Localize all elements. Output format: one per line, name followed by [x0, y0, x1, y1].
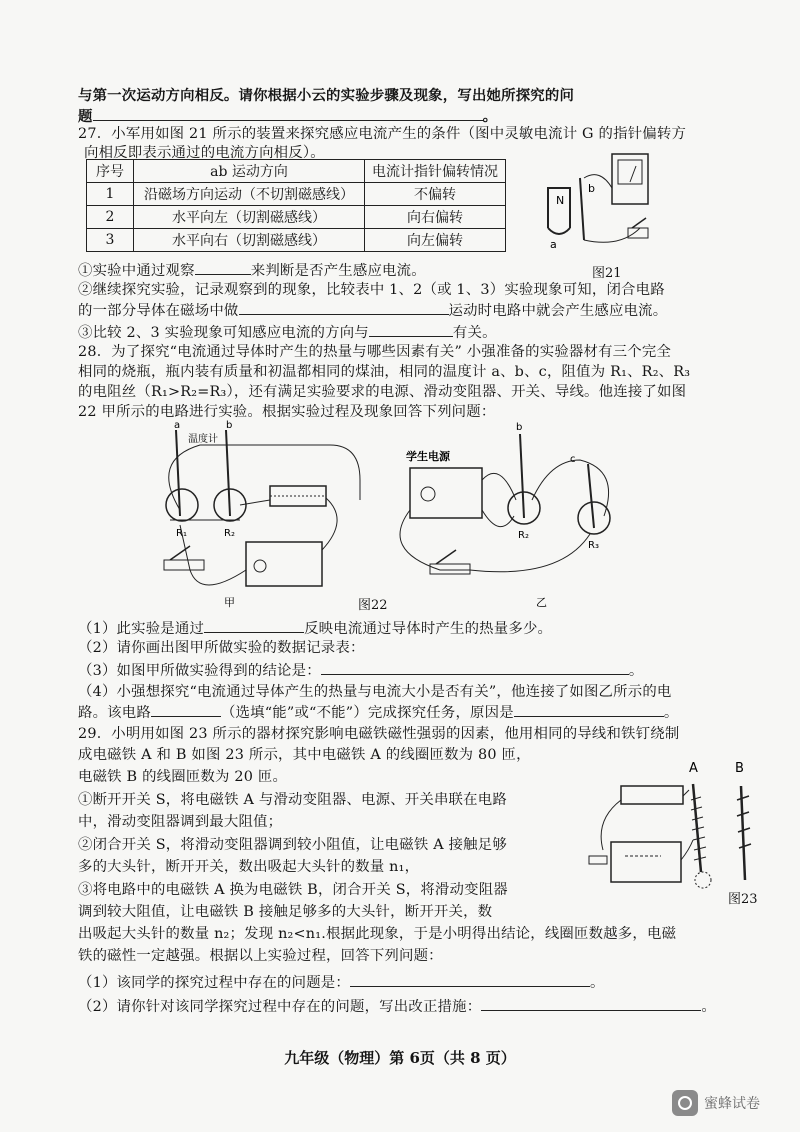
table-cell: 1: [87, 183, 134, 206]
question-29-step-1: ①断开开关 S，将电磁铁 A 与滑动变阻器、电源、开关串联在电路: [78, 792, 507, 808]
question-29-part-1: （1）该同学的探究过程中存在的问题是： 。: [78, 972, 605, 993]
fig22-label-power: 学生电源: [406, 450, 450, 463]
figure-21-induction-apparatus: [540, 148, 660, 258]
question-27: 27．小军用如图 21 所示的装置来探究感应电流产生的条件（图中灵敏电流计 G 的指针偏转方: [78, 126, 687, 142]
text-line: 调到较大阻值，让电磁铁 B 接触足够多的大头针，断开开关，数: [78, 904, 493, 920]
fig23-label-b: B: [735, 761, 744, 776]
fig22-label-thermometer: 温度计: [188, 434, 218, 445]
fig22-label-r1: R₁: [176, 528, 187, 539]
table-cell: 沿磁场方向运动（不切割磁感线）: [134, 183, 365, 206]
table-header: 序号: [87, 160, 134, 183]
table-cell: 2: [87, 206, 134, 229]
answer-blank[interactable]: [93, 106, 483, 121]
text-line: 相同的烧瓶，瓶内装有质量和初温都相同的煤油，相同的温度计 a、b、c，阻值为 R₁、R₂、R₃: [78, 364, 691, 380]
table-cell: 3: [87, 229, 134, 252]
question-27-part-2: ②继续探究实验，记录观察到的现象，比较表中 1、2（或 1、3）实验现象可知，闭合电路: [78, 282, 665, 298]
answer-blank[interactable]: [151, 702, 221, 717]
question-28: 28．为了探究“电流通过导体时产生的热量与哪些因素有关” 小强准备的实验器材有三个完全: [78, 344, 672, 360]
table-cell: 不偏转: [365, 183, 506, 206]
fig21-label-b: b: [588, 182, 595, 195]
text-line: 题 。: [78, 108, 498, 125]
text-line: 出吸起大头针的数量 n₂；发现 n₂<n₁.根据此现象，于是小明得出结论，线圈匝数越多，电磁: [78, 926, 677, 942]
fig21-label-n: N: [556, 194, 565, 207]
answer-blank[interactable]: [195, 260, 251, 275]
fig22-label-r2b: R₂: [518, 530, 529, 541]
fig22-label-b: b: [226, 420, 233, 431]
table-cell: 向左偏转: [365, 229, 506, 252]
table-header: ab 运动方向: [134, 160, 365, 183]
answer-blank[interactable]: [239, 300, 449, 315]
answer-blank[interactable]: [204, 618, 304, 633]
text-line: 电磁铁 B 的线圈匝数为 20 匝。: [78, 769, 288, 785]
fig22-label-c: c: [570, 454, 576, 465]
answer-blank[interactable]: [369, 322, 453, 337]
fig22-label-yi: 乙: [536, 596, 547, 609]
fig22-label-jia: 甲: [224, 596, 235, 609]
text-line: 中，滑动变阻器调到最大阻值；: [78, 814, 283, 830]
question-28-part-4: （4）小强想探究“电流通过导体产生的热量与电流大小是否有关”，他连接了如图乙所示的电: [78, 684, 672, 700]
question-28-part-3: （3）如图甲所做实验得到的结论是： 。: [78, 660, 643, 681]
fig22-label-a: a: [174, 420, 181, 431]
question-29: 29．小明用如图 23 所示的器材探究影响电磁铁磁性强弱的因素，他用相同的导线和铁钉绕制: [78, 726, 680, 742]
fig22-label-r3: R₃: [588, 540, 599, 551]
experiment-table: [86, 159, 506, 252]
figure-22-caption: 图22: [358, 598, 388, 613]
fig23-label-a: A: [689, 761, 698, 776]
table-cell: 向右偏转: [365, 206, 506, 229]
text-line: 多的大头针，断开开关，数出吸起大头针的数量 n₁，: [78, 859, 420, 875]
question-29-part-2: （2）请你针对该同学探究过程中存在的问题，写出改正措施： 。: [78, 996, 716, 1017]
question-28-part-2: （2）请你画出图甲所做实验的数据记录表：: [78, 640, 365, 656]
question-27-part-1: ①实验中通过观察 来判断是否产生感应电流。: [78, 260, 426, 281]
table-row: [87, 183, 506, 206]
question-27-part-3: ③比较 2、3 实验现象可知感应电流的方向与 有关。: [78, 322, 497, 343]
watermark: [672, 1090, 760, 1116]
table-cell: 水平向右（切割磁感线）: [134, 229, 365, 252]
text-line: 成电磁铁 A 和 B 如图 23 所示，其中电磁铁 A 的线圈匝数为 80 匝，: [78, 747, 531, 763]
fig21-label-a: a: [550, 238, 557, 251]
table-header-row: [87, 160, 506, 183]
text-line: 的一部分导体在磁场中做 运动时电路中就会产生感应电流。: [78, 300, 667, 321]
fig22-label-b2: b: [516, 422, 523, 433]
question-29-step-2: ②闭合开关 S，将滑动变阻器调到较小阻值，让电磁铁 A 接触足够: [78, 837, 507, 853]
watermark-text: 蜜蜂试卷: [704, 1096, 760, 1112]
answer-blank[interactable]: [321, 660, 629, 675]
text-line: 向相反即表示通过的电流方向相反）。: [84, 145, 325, 161]
page-footer: 九年级（物理）第 6页（共 8 页）: [284, 1049, 516, 1067]
question-29-step-3: ③将电路中的电磁铁 A 换为电磁铁 B，闭合开关 S，将滑动变阻器: [78, 882, 508, 898]
figure-21-caption: 图21: [592, 266, 622, 281]
figure-22-circuits: [140, 420, 640, 610]
answer-blank[interactable]: [350, 972, 590, 987]
table-cell: 水平向左（切割磁感线）: [134, 206, 365, 229]
figure-23-caption: 图23: [728, 892, 758, 907]
text-line: 22 甲所示的电路进行实验。根据实验过程及现象回答下列问题：: [78, 404, 496, 420]
table-row: [87, 229, 506, 252]
text-line: 铁的磁性一定越强。根据以上实验过程，回答下列问题：: [78, 948, 443, 964]
answer-blank[interactable]: [514, 702, 664, 717]
text-line: 路。该电路 （选填“能”或“不能”）完成探究任务，原因是 。: [78, 702, 678, 723]
table-header: 电流计指针偏转情况: [365, 160, 506, 183]
text-line: 与第一次运动方向相反。请你根据小云的实验步骤及现象，写出她所探究的问: [78, 87, 575, 104]
answer-blank[interactable]: [481, 996, 701, 1011]
text-line: 的电阻丝（R₁>R₂=R₃），还有满足实验要求的电源、滑动变阻器、开关、导线。他连接了如图: [78, 384, 687, 400]
question-28-part-1: （1）此实验是通过 反映电流通过导体时产生的热量多少。: [78, 618, 552, 639]
figure-23-electromagnets: [585, 760, 775, 900]
watermark-logo-icon: [672, 1090, 698, 1116]
table-row: [87, 206, 506, 229]
fig22-label-r2: R₂: [224, 528, 235, 539]
